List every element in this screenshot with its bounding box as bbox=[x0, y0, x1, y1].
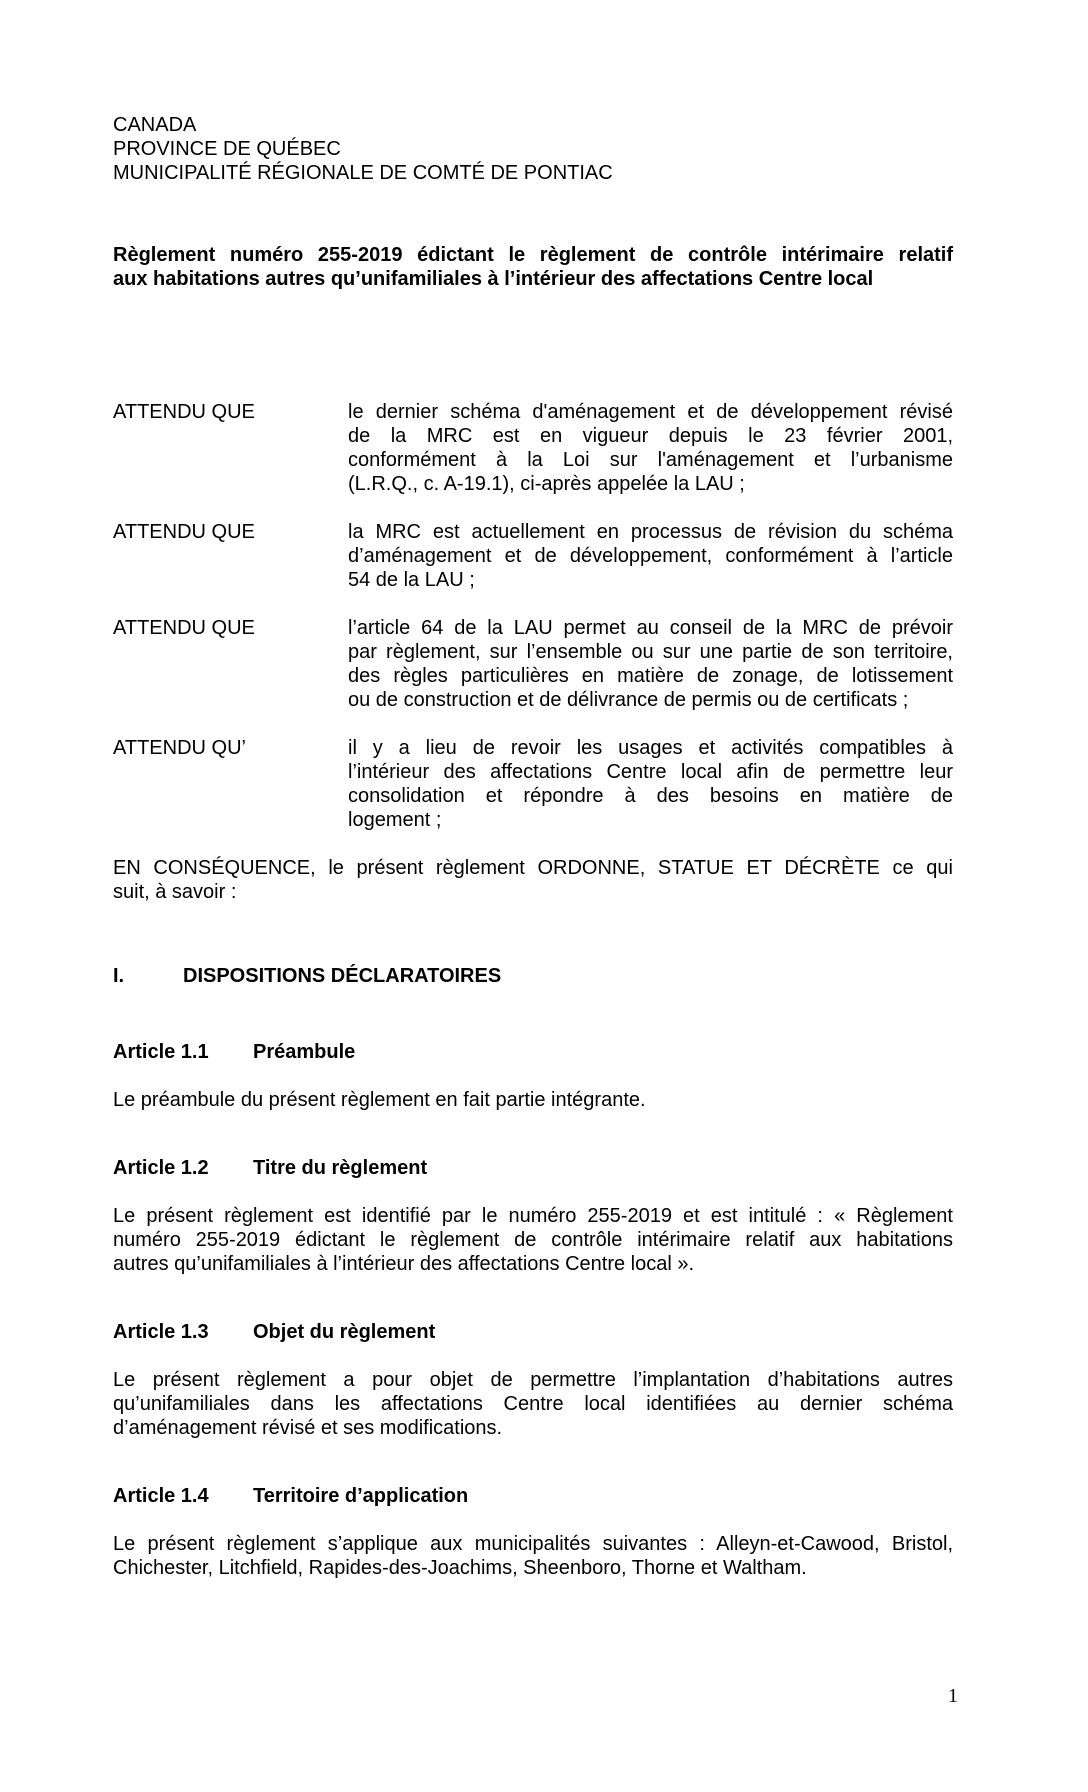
attendu-line: la MRC est actuellement en processus de révision du schéma bbox=[348, 521, 953, 543]
attendu-line: l’article 64 de la LAU permet au conseil de la MRC de prévoir bbox=[348, 617, 953, 639]
document-title-line: aux habitations autres qu’unifamiliales à l’intérieur des affectations Centre local bbox=[113, 268, 874, 290]
section-number: I. bbox=[113, 965, 125, 987]
section-1-heading bbox=[113, 964, 953, 988]
header-line-province: PROVINCE DE QUÉBEC bbox=[113, 138, 341, 160]
consequence-paragraph bbox=[113, 856, 953, 904]
attendu-line: de la MRC est en vigueur depuis le 23 février 2001, bbox=[348, 425, 953, 447]
attendu-body bbox=[348, 520, 953, 592]
article-1-1-heading bbox=[113, 1040, 953, 1064]
attendu-line: 54 de la LAU ; bbox=[348, 569, 475, 591]
attendu-label: ATTENDU QUE bbox=[113, 617, 255, 639]
paragraph-line: Le présent règlement a pour objet de permettre l’implantation d’habitations autres bbox=[113, 1369, 953, 1391]
article-number: Article 1.4 bbox=[113, 1485, 209, 1507]
paragraph-line: numéro 255-2019 édictant le règlement de contrôle intérimaire relatif aux habitations bbox=[113, 1229, 953, 1251]
paragraph-line: qu’unifamiliales dans les affectations Centre local identifiées au dernier schéma bbox=[113, 1393, 953, 1415]
attendu-body bbox=[348, 400, 953, 496]
attendu-line: ou de construction et de délivrance de permis ou de certificats ; bbox=[348, 689, 909, 711]
attendu-label: ATTENDU QUE bbox=[113, 521, 255, 543]
attendu-line: l’intérieur des affectations Centre local afin de permettre leur bbox=[348, 761, 953, 783]
paragraph-line: autres qu’unifamiliales à l’intérieur des affectations Centre local ». bbox=[113, 1253, 695, 1275]
article-1-1-paragraph bbox=[113, 1088, 953, 1112]
article-title: Préambule bbox=[253, 1041, 356, 1063]
attendu-label: ATTENDU QU’ bbox=[113, 737, 246, 759]
document-title bbox=[113, 243, 953, 291]
article-title: Titre du règlement bbox=[253, 1157, 428, 1179]
article-1-4-paragraph bbox=[113, 1532, 953, 1580]
attendu-line: conformément à la Loi sur l'aménagement et l’urbanisme bbox=[348, 449, 953, 471]
consequence-line: suit, à savoir : bbox=[113, 881, 237, 903]
attendu-line: consolidation et répondre à des besoins en matière de bbox=[348, 785, 953, 807]
article-1-4-heading bbox=[113, 1484, 953, 1508]
attendu-line: le dernier schéma d'aménagement et de développement révisé bbox=[348, 401, 953, 423]
attendu-clause-1 bbox=[113, 400, 953, 496]
attendu-clause-2 bbox=[113, 520, 953, 592]
paragraph-line: Chichester, Litchfield, Rapides-des-Joachims, Sheenboro, Thorne et Waltham. bbox=[113, 1557, 807, 1579]
attendu-line: d’aménagement et de développement, conformément à l’article bbox=[348, 545, 953, 567]
attendu-body bbox=[348, 616, 953, 712]
article-1-3-paragraph bbox=[113, 1368, 953, 1440]
document-title-line: Règlement numéro 255-2019 édictant le règlement de contrôle intérimaire relatif bbox=[113, 244, 953, 266]
article-title: Objet du règlement bbox=[253, 1321, 436, 1343]
attendu-body bbox=[348, 736, 953, 832]
paragraph-line: Le présent règlement s’applique aux municipalités suivantes : Alleyn-et-Cawood, Bristol, bbox=[113, 1533, 953, 1555]
page-number: 1 bbox=[948, 1685, 958, 1707]
attendu-clause-3 bbox=[113, 616, 953, 712]
header-line-country: CANADA bbox=[113, 114, 197, 136]
paragraph-line: Le préambule du présent règlement en fait partie intégrante. bbox=[113, 1089, 646, 1111]
article-number: Article 1.3 bbox=[113, 1321, 209, 1343]
paragraph-line: Le présent règlement est identifié par le numéro 255-2019 et est intitulé : « Règlement bbox=[113, 1205, 953, 1227]
header-line-mrc: MUNICIPALITÉ RÉGIONALE DE COMTÉ DE PONTIAC bbox=[113, 162, 613, 184]
attendu-line: il y a lieu de revoir les usages et activités compatibles à bbox=[348, 737, 953, 759]
attendu-line: par règlement, sur l’ensemble ou sur une partie de son territoire, bbox=[348, 641, 953, 663]
attendu-line: logement ; bbox=[348, 809, 442, 831]
article-number: Article 1.2 bbox=[113, 1157, 209, 1179]
attendu-line: (L.R.Q., c. A-19.1), ci-après appelée la LAU ; bbox=[348, 473, 745, 495]
document-header bbox=[113, 113, 953, 185]
article-1-2-paragraph bbox=[113, 1204, 953, 1276]
attendu-label: ATTENDU QUE bbox=[113, 401, 255, 423]
section-title: DISPOSITIONS DÉCLARATOIRES bbox=[183, 965, 502, 987]
article-1-3-heading bbox=[113, 1320, 953, 1344]
attendu-clause-4 bbox=[113, 736, 953, 832]
article-number: Article 1.1 bbox=[113, 1041, 209, 1063]
paragraph-line: d’aménagement révisé et ses modifications. bbox=[113, 1417, 503, 1439]
article-title: Territoire d’application bbox=[253, 1485, 469, 1507]
attendu-line: des règles particulières en matière de zonage, de lotissement bbox=[348, 665, 953, 687]
consequence-line: EN CONSÉQUENCE, le présent règlement ORDONNE, STATUE ET DÉCRÈTE ce qui bbox=[113, 857, 953, 879]
article-1-2-heading bbox=[113, 1156, 953, 1180]
